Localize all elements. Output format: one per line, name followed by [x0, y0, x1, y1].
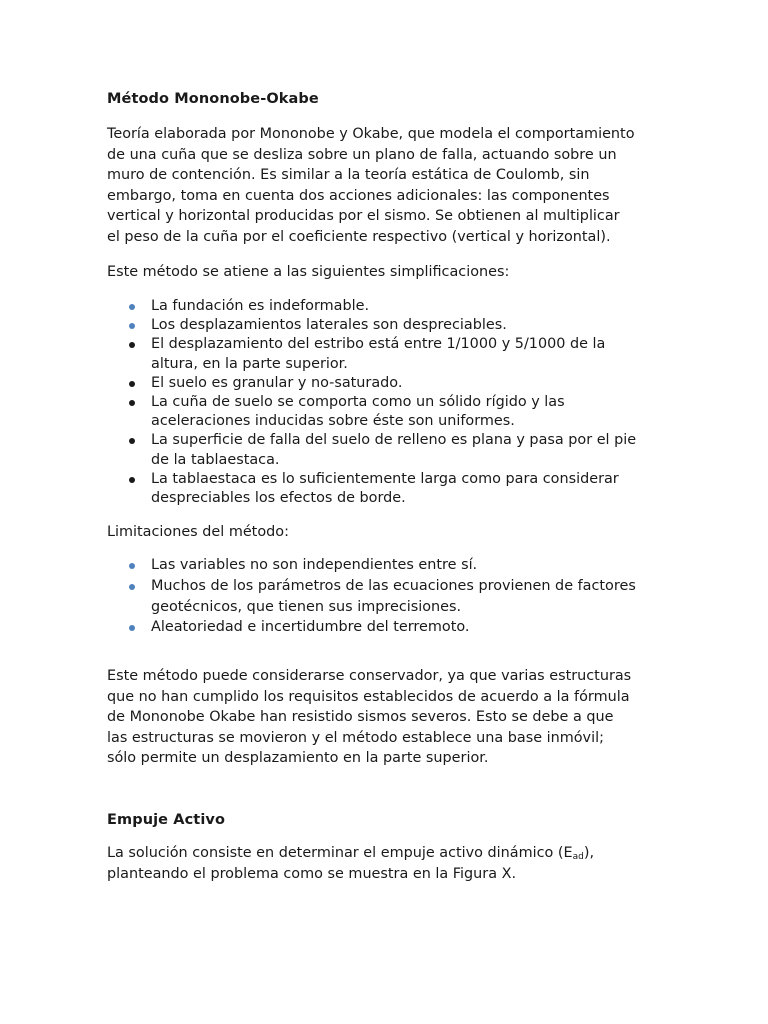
conclusion-paragraph [107, 666, 631, 769]
intro-line: Teoría elaborada por Mononobe y Okabe, que modela el comportamiento [107, 126, 635, 142]
bullet-icon [129, 381, 135, 387]
conclusion-line: de Mononobe Okabe han resistido sismos severos. Esto se debe a que [107, 709, 614, 726]
empuje-line: planteando el problema como se muestra en la Figura X. [107, 865, 517, 882]
limitations-intro: Limitaciones del método: [107, 524, 289, 540]
list-item: La tablaestaca es lo suficientemente larga como para considerar despreciables los efectos de borde. [107, 470, 636, 508]
empuje-line: La solución consiste en determinar el empuje activo dinámico $(E_{ad})$, [107, 845, 595, 862]
intro-line: muro de contención. Es similar a la teoría estática de Coulomb, sin [107, 167, 590, 184]
intro-paragraph [107, 124, 635, 248]
conclusion-line: que no han cumplido los requisitos establecidos de acuerdo a la fórmula [107, 688, 630, 705]
list-item: Los desplazamientos laterales son despreciables. [107, 316, 636, 335]
bullet-icon [129, 323, 135, 329]
bullet-icon [129, 563, 135, 569]
list-item: Aleatoriedad e incertidumbre del terremoto. [107, 617, 636, 638]
bullet-icon [129, 625, 135, 631]
list-item: Muchos de los parámetros de las ecuaciones provienen de factores geotécnicos, que tienen sus imprecisiones. [107, 576, 636, 618]
conclusion-line: sólo permite un desplazamiento en la parte superior. [107, 750, 489, 767]
list-item: Las variables no son independientes entre sí. [107, 555, 636, 576]
bullet-icon [129, 438, 135, 444]
bullet-icon [129, 304, 135, 310]
list-item: La fundación es indeformable. [107, 297, 636, 316]
simplifications-intro: Este método se atiene a las siguientes simplificaciones: [107, 264, 510, 280]
list-item: El desplazamiento del estribo está entre 1/1000 y 5/1000 de la altura, en la parte superior. [107, 335, 636, 373]
empuje-activo-paragraph [107, 843, 594, 884]
intro-line: vertical y horizontal producidas por el sismo. Se obtienen al multiplicar [107, 208, 620, 225]
conclusion-line: Este método puede considerarse conservador, ya que varias estructuras [107, 668, 632, 684]
section-title-mononobe-okabe: Método Mononobe-Okabe [107, 91, 319, 107]
bullet-icon [129, 584, 135, 590]
bullet-icon [129, 342, 135, 348]
intro-line: de una cuña que se desliza sobre un plano de falla, actuando sobre un [107, 146, 617, 163]
bullet-icon [129, 400, 135, 406]
bullet-icon [129, 477, 135, 483]
list-item: El suelo es granular y no-saturado. [107, 374, 636, 393]
section-title-empuje-activo: Empuje Activo [107, 812, 226, 828]
limitations-list [107, 555, 636, 638]
intro-line: el peso de la cuña por el coeficiente respectivo (vertical y horizontal). [107, 228, 611, 245]
list-item: La cuña de suelo se comporta como un sólido rígido y las aceleraciones inducidas sobre éste son uniformes. [107, 393, 636, 431]
list-item: La superficie de falla del suelo de relleno es plana y pasa por el pie de la tablaestaca. [107, 431, 636, 469]
simplifications-list [107, 297, 636, 508]
conclusion-line: las estructuras se movieron y el método establece una base inmóvil; [107, 729, 604, 746]
subscript-ad: ad [572, 852, 584, 862]
intro-line: embargo, toma en cuenta dos acciones adicionales: las componentes [107, 187, 610, 204]
